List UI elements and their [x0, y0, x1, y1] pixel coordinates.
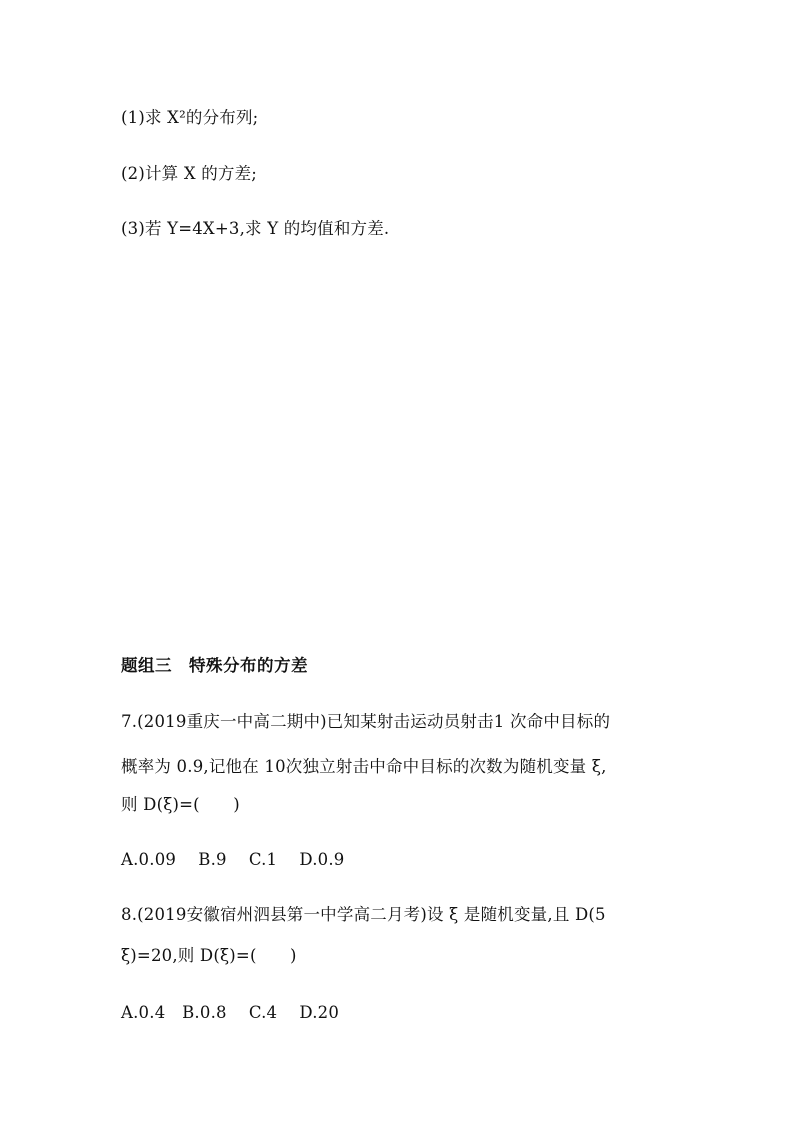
question-7-line-2: 概率为 0.9,记他在 10次独立射击中命中目标的次数为随机变量 ξ,	[121, 757, 607, 776]
question-8-line-1: 8.(2019安徽宿州泗县第一中学高二月考)设 ξ 是随机变量,且 D(5	[121, 905, 606, 924]
question-8-options: A.0.4 B.0.8 C.4 D.20	[121, 1003, 340, 1022]
question-7-line-3: 则 D(ξ)=( )	[121, 795, 240, 814]
question-7-options: A.0.09 B.9 C.1 D.0.9	[121, 850, 345, 869]
question-part-3: (3)若 Y=4X+3,求 Y 的均值和方差.	[121, 219, 390, 238]
question-7-line-1: 7.(2019重庆一中高二期中)已知某射击运动员射击1 次命中目标的	[121, 712, 611, 731]
question-part-2: (2)计算 X 的方差;	[121, 164, 258, 183]
question-part-1: (1)求 X²的分布列;	[121, 108, 259, 127]
question-8-line-2: ξ)=20,则 D(ξ)=( )	[121, 946, 297, 965]
section-heading: 题组三 特殊分布的方差	[121, 656, 308, 675]
